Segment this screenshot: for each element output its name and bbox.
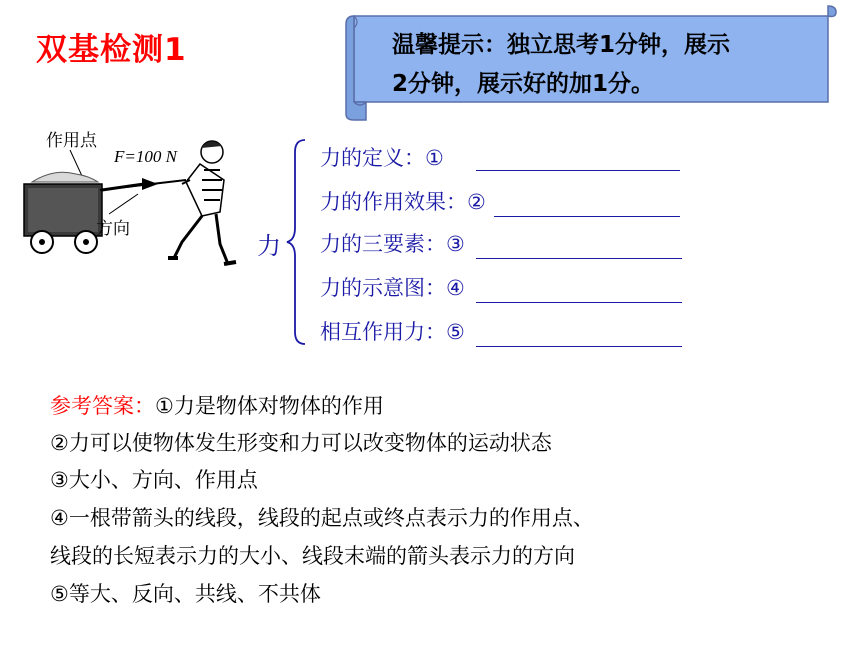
answer-1: ①力是物体对物体的作用 — [155, 394, 384, 418]
blank-line-2[interactable] — [494, 216, 680, 217]
answer-2: ②力可以使物体发生形变和力可以改变物体的运动状态 — [50, 431, 552, 455]
list-item-effect: 力的作用效果：② — [320, 190, 486, 214]
answer-line-1 — [50, 390, 384, 420]
list-item-diagram: 力的示意图：④ — [320, 276, 465, 300]
list-item-three-elements: 力的三要素：③ — [320, 232, 465, 256]
tip-text — [392, 26, 822, 104]
force-label: 力 — [257, 232, 281, 260]
answer-4b: 线段的长短表示力的大小、线段末端的箭头表示力的方向 — [50, 544, 575, 568]
cart-pulling-illustration — [14, 124, 264, 274]
page-title: 双基检测1 — [36, 32, 187, 68]
blank-line-4[interactable] — [476, 302, 682, 303]
blank-line-1[interactable] — [476, 170, 680, 171]
answer-4a: ④一根带箭头的线段，线段的起点或终点表示力的作用点、 — [50, 506, 594, 530]
tip-line-2: 2分钟，展示好的加1分。 — [392, 71, 655, 97]
blank-line-3[interactable] — [476, 258, 682, 259]
tip-line-1: 温馨提示：独立思考1分钟，展示 — [392, 32, 731, 58]
label-point: 作用点 — [46, 131, 97, 150]
left-brace — [285, 136, 307, 348]
answer-3: ③大小、方向、作用点 — [50, 468, 258, 492]
label-direction: 方向 — [96, 219, 130, 238]
list-item-definition: 力的定义：① — [320, 146, 444, 170]
blank-line-5[interactable] — [476, 346, 682, 347]
answer-prefix: 参考答案： — [50, 394, 155, 418]
answer-5: ⑤等大、反向、共线、不共体 — [50, 582, 321, 606]
list-item-interaction: 相互作用力：⑤ — [320, 320, 465, 344]
label-force: F=100 N — [114, 147, 177, 166]
